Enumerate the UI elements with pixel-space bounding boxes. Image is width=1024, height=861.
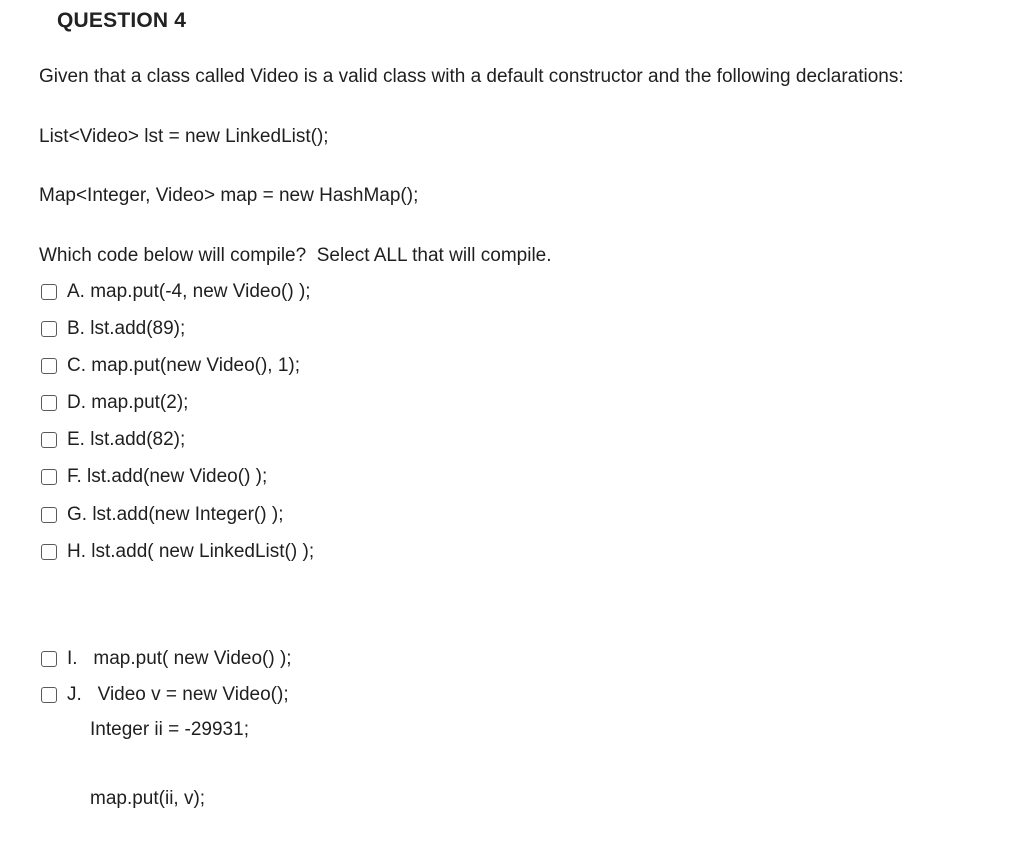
option-j-checkbox[interactable]	[41, 687, 57, 703]
option-e-label[interactable]: E. lst.add(82);	[67, 429, 186, 450]
option-b[interactable]	[41, 316, 185, 342]
option-c-label[interactable]: C. map.put(new Video(), 1);	[67, 355, 301, 376]
option-i-checkbox[interactable]	[41, 651, 57, 667]
declaration-list: List<Video> lst = new LinkedList();	[39, 126, 329, 147]
option-d[interactable]	[41, 390, 188, 416]
option-g-label[interactable]: G. lst.add(new Integer() );	[67, 504, 284, 525]
option-d-checkbox[interactable]	[41, 395, 57, 411]
option-i-label[interactable]: I. map.put( new Video() );	[67, 648, 292, 669]
option-g[interactable]	[41, 502, 283, 528]
option-h[interactable]	[41, 539, 314, 565]
option-h-checkbox[interactable]	[41, 544, 57, 560]
option-j-line-3: map.put(ii, v);	[90, 788, 206, 809]
option-e-checkbox[interactable]	[41, 432, 57, 448]
question-title: QUESTION 4	[57, 9, 187, 32]
option-f[interactable]	[41, 464, 267, 490]
option-g-checkbox[interactable]	[41, 507, 57, 523]
option-f-checkbox[interactable]	[41, 469, 57, 485]
option-c-checkbox[interactable]	[41, 358, 57, 374]
option-a[interactable]	[41, 279, 311, 305]
option-a-checkbox[interactable]	[41, 284, 57, 300]
option-b-label[interactable]: B. lst.add(89);	[67, 318, 186, 339]
declaration-map: Map<Integer, Video> map = new HashMap();	[39, 185, 419, 206]
option-f-label[interactable]: F. lst.add(new Video() );	[67, 466, 268, 487]
option-j-line-2: Integer ii = -29931;	[90, 719, 249, 740]
option-d-label[interactable]: D. map.put(2);	[67, 392, 189, 413]
option-b-checkbox[interactable]	[41, 321, 57, 337]
option-i[interactable]	[41, 646, 292, 672]
option-h-label[interactable]: H. lst.add( new LinkedList() );	[67, 541, 315, 562]
question-intro: Given that a class called Video is a valid class with a default constructor and the following declarations:	[39, 66, 904, 87]
option-j-label[interactable]: J. Video v = new Video();	[67, 684, 289, 705]
option-c[interactable]	[41, 353, 300, 379]
option-e[interactable]	[41, 427, 185, 453]
option-a-label[interactable]: A. map.put(-4, new Video() );	[67, 281, 311, 302]
question-prompt: Which code below will compile? Select ALL that will compile.	[39, 245, 552, 266]
option-j[interactable]	[41, 682, 289, 708]
